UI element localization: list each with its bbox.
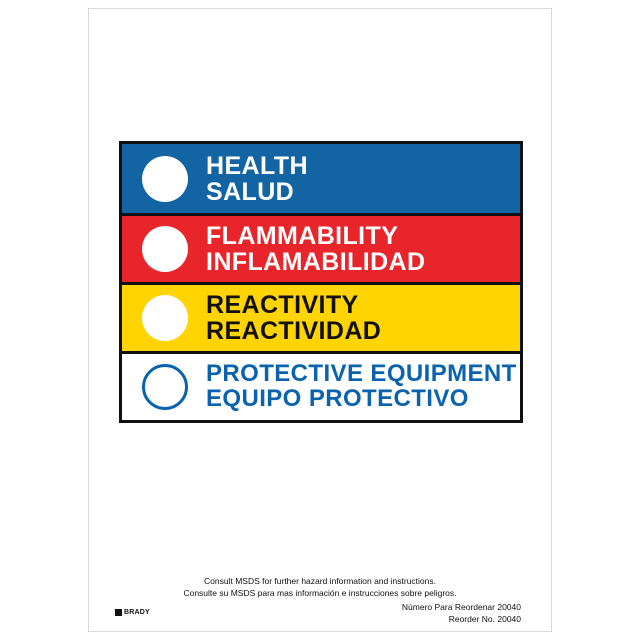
hmis-row-reactivity xyxy=(122,282,520,351)
reorder-number-es: Número Para Reordenar 20040 xyxy=(401,602,521,612)
reactivity-rating-circle-icon[interactable] xyxy=(142,295,188,341)
hmis-row-protective-equipment xyxy=(122,351,520,420)
footer-line-es: Consulte su MSDS para mas información e instrucciones sobre peligros. xyxy=(183,588,457,599)
brady-logo-text: BRADY xyxy=(124,609,150,616)
ppe-label-en: PROTECTIVE EQUIPMENT xyxy=(206,360,517,388)
hmis-rating-block xyxy=(119,141,523,423)
footer-instructions xyxy=(89,575,551,600)
ppe-label-es: EQUIPO PROTECTIVO xyxy=(206,385,469,412)
label-sheet xyxy=(88,8,552,632)
flammability-labels xyxy=(206,223,425,275)
health-rating-circle-icon[interactable] xyxy=(142,156,188,202)
flammability-label-en: FLAMMABILITY xyxy=(206,222,399,250)
flammability-rating-circle-icon[interactable] xyxy=(142,226,188,272)
brady-mark-icon xyxy=(115,609,122,616)
health-label-en: HEALTH xyxy=(206,151,308,180)
reorder-info xyxy=(402,601,521,626)
brady-logo xyxy=(115,609,150,616)
flammability-label-es: INFLAMABILIDAD xyxy=(206,248,426,276)
reactivity-label-en: REACTIVITY xyxy=(206,291,359,319)
reorder-number-en: Reorder No. 20040 xyxy=(448,614,521,625)
ppe-rating-circle-icon[interactable] xyxy=(142,364,188,410)
reactivity-label-es: REACTIVIDAD xyxy=(206,317,382,345)
hmis-row-health xyxy=(122,144,520,213)
footer-line-en: Consult MSDS for further hazard information and instructions. xyxy=(204,576,436,586)
health-labels xyxy=(206,153,308,205)
ppe-labels xyxy=(206,362,517,412)
health-label-es: SALUD xyxy=(206,177,295,206)
reactivity-labels xyxy=(206,292,381,344)
hmis-row-flammability xyxy=(122,213,520,282)
